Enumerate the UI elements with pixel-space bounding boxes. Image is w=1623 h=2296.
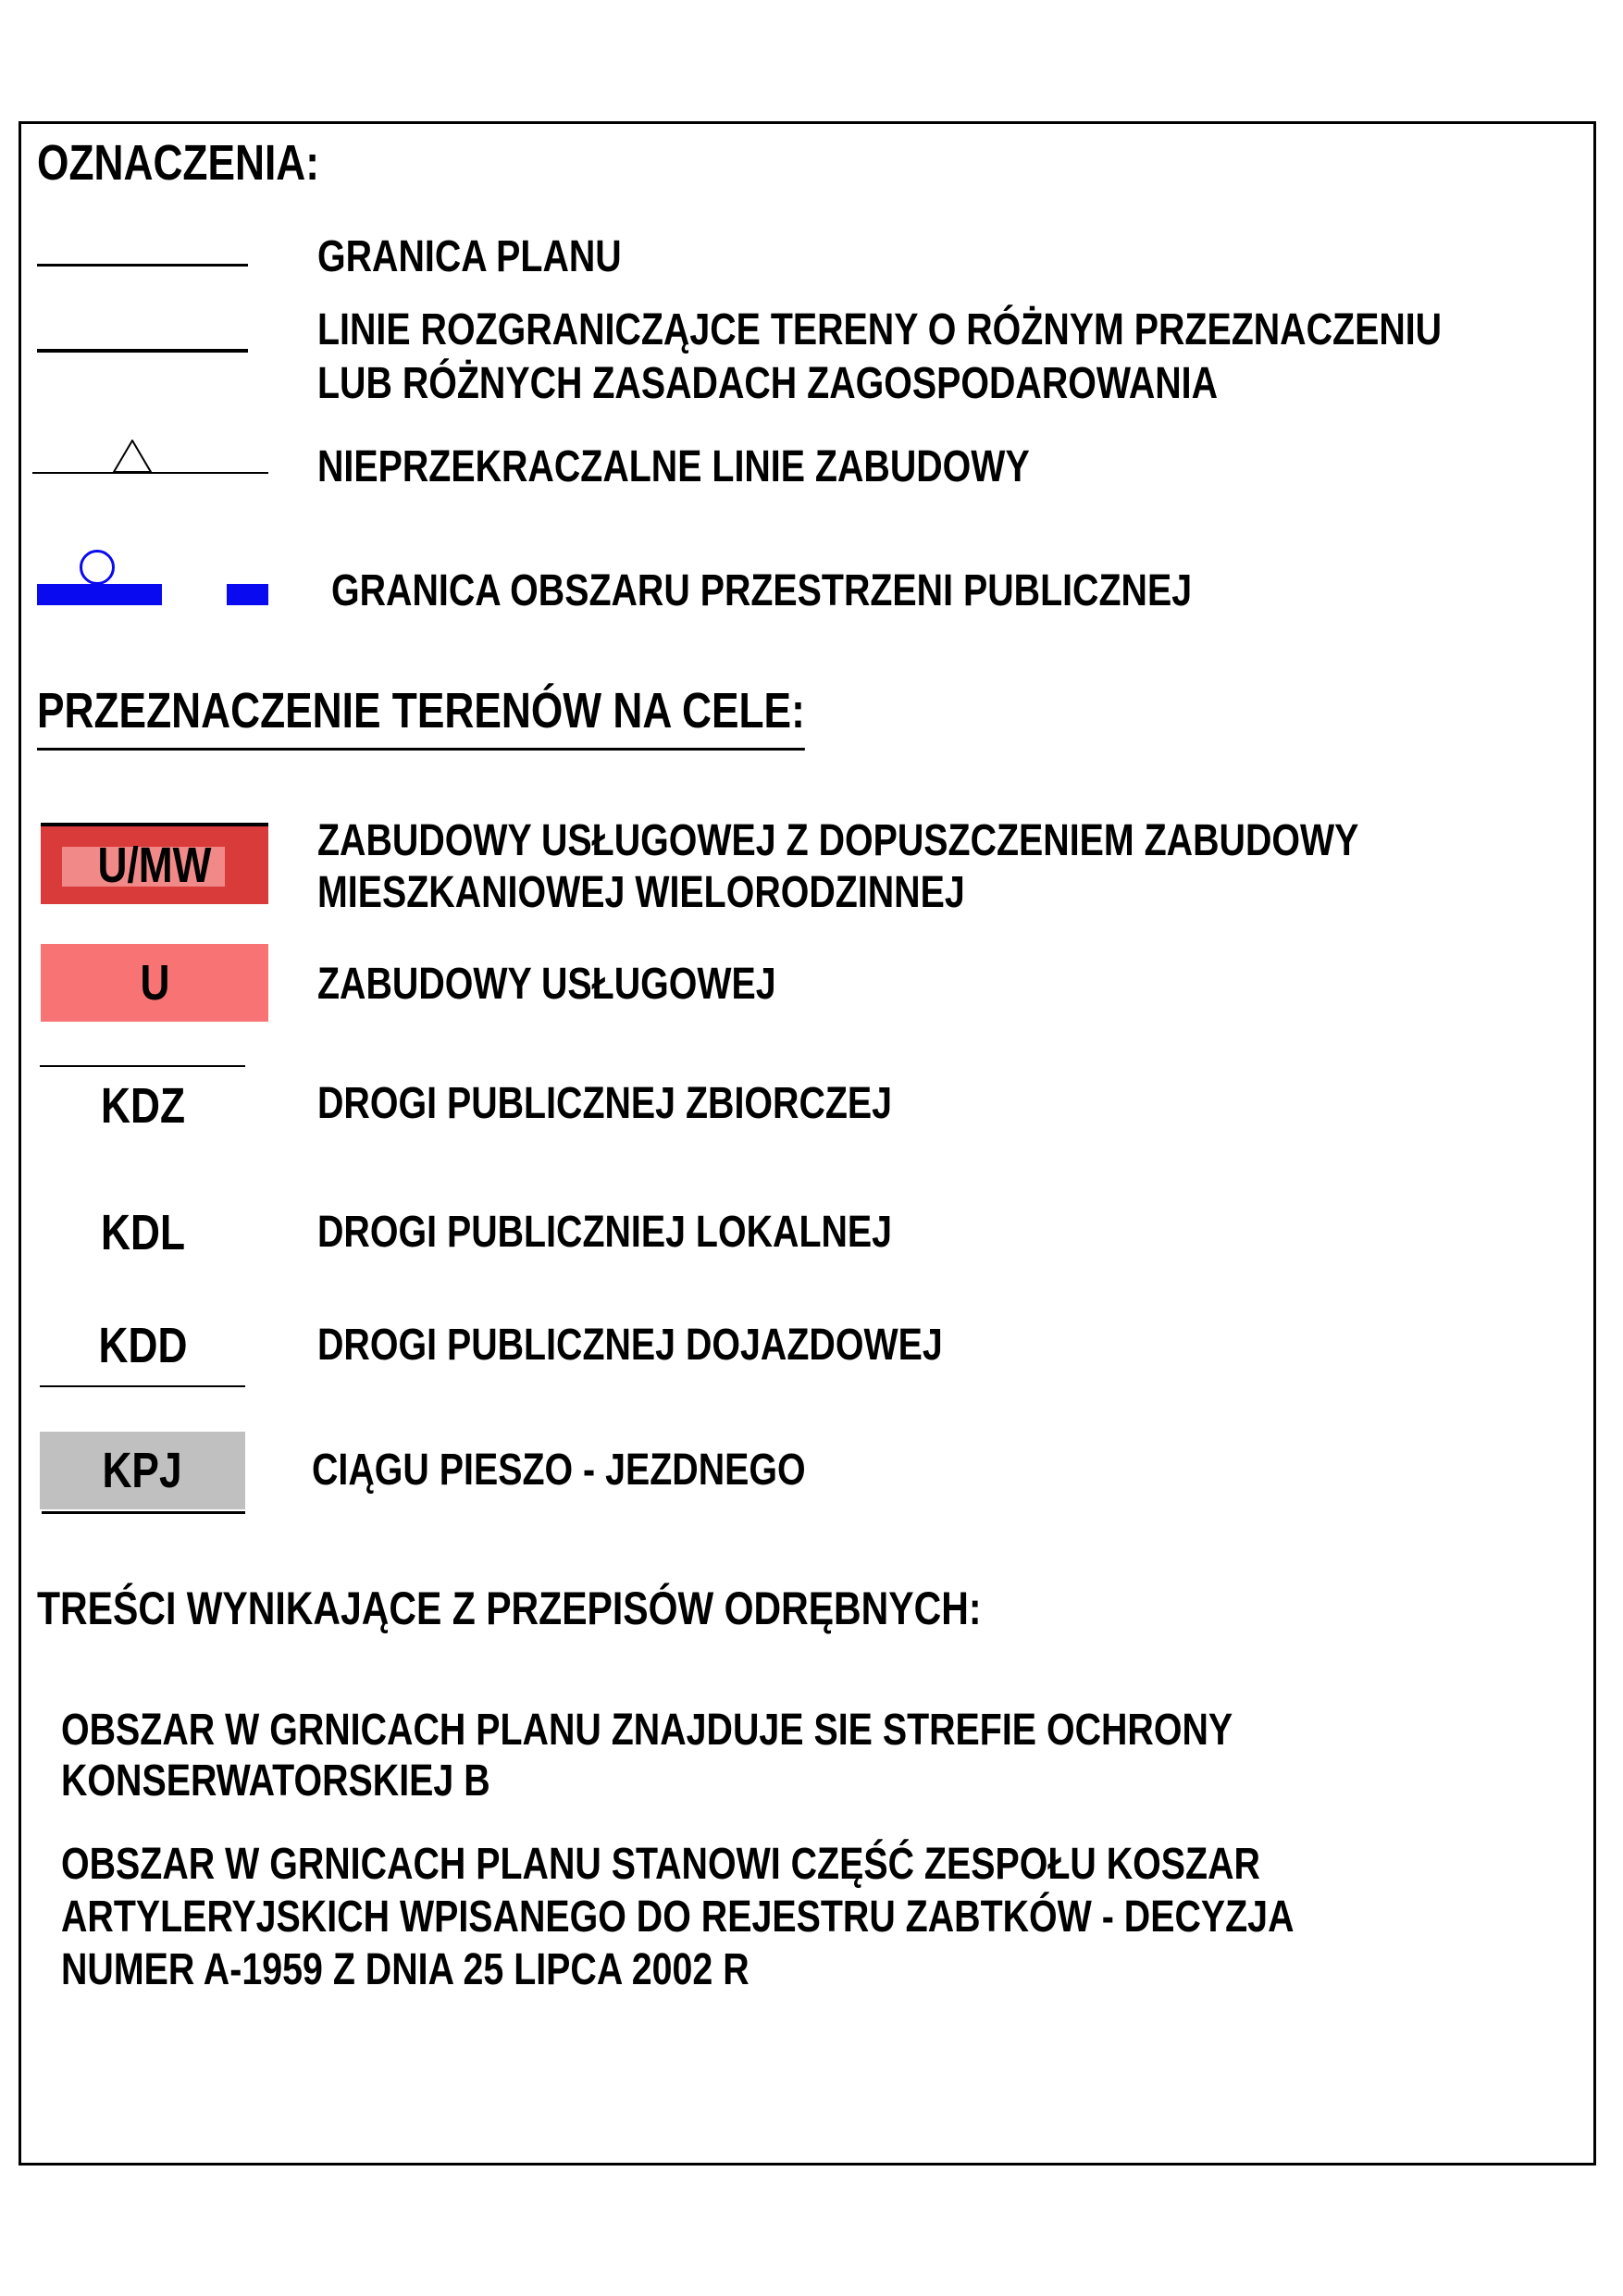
legend-label-kpj xyxy=(312,1445,914,1496)
legend-label-kdz xyxy=(317,1078,1018,1130)
zone-code-kpj: KPJ xyxy=(102,1443,183,1498)
kdd-bottom-line xyxy=(40,1385,245,1387)
zone-code-umw: U/MW xyxy=(97,838,212,893)
legend-label-text: GRANICA OBSZARU PRZESTRZENI PUBLICZNEJ xyxy=(331,566,1193,615)
section-title-tresci xyxy=(37,1581,1189,1636)
section-title-przeznaczenie xyxy=(37,683,973,751)
legend-label-text: LUB RÓŻNYCH ZASADACH ZAGOSPODAROWANIA xyxy=(317,359,1219,408)
legend-label-text: DROGI PUBLICZNIEJ LOKALNEJ xyxy=(317,1208,893,1257)
symbol-box-kdz xyxy=(40,1078,245,1134)
legend-label-text: GRANICA PLANU xyxy=(317,232,622,281)
legend-label-nieprzekraczalne xyxy=(317,441,1186,493)
paragraph-line: OBSZAR W GRNICACH PLANU STANOWI CZĘŚĆ ZESPOŁU KOSZAR xyxy=(61,1840,1260,1889)
symbol-box-u xyxy=(41,944,268,1022)
section-title-przeznaczenie-text: PRZEZNACZENIE TERENÓW NA CELE: xyxy=(37,683,805,751)
kdz-top-line xyxy=(40,1065,245,1067)
building-limit-triangle-icon xyxy=(112,440,153,473)
legend-label-linie-rozgraniczajace xyxy=(317,304,1623,411)
public-space-circle-icon xyxy=(80,550,115,585)
legend-label-granica-planu xyxy=(317,231,688,283)
zone-code-kdz: KDZ xyxy=(100,1078,185,1134)
legend-label-kdl xyxy=(317,1207,1018,1259)
paragraph-line: OBSZAR W GRNICACH PLANU ZNAJDUJE SIE STREFIE OCHRONY xyxy=(61,1706,1233,1755)
legend-label-granica-obszaru xyxy=(331,565,1381,617)
legend-label-text: ZABUDOWY USŁUGOWEJ xyxy=(317,960,776,1009)
legend-label-kdd xyxy=(317,1320,1080,1371)
symbol-box-kpj xyxy=(40,1432,245,1509)
legend-label-text: LINIE ROZGRANICZĄJCE TERENY O RÓŻNYM PRZEZNACZENIU xyxy=(317,305,1443,354)
legend-label-text: NIEPRZEKRACZALNE LINIE ZABUDOWY xyxy=(317,442,1030,491)
paragraph-line: NUMER A-1959 Z DNIA 25 LIPCA 2002 R xyxy=(61,1945,750,1994)
legend-label-text: CIĄGU PIESZO - JEZDNEGO xyxy=(312,1446,806,1495)
symbol-box-kdd xyxy=(40,1318,245,1373)
paragraph-line: KONSERWATORSKIEJ B xyxy=(61,1756,490,1806)
section-title-oznaczenia xyxy=(37,135,381,191)
symbol-box-kdl xyxy=(40,1205,245,1260)
paragraph-konserwatorska xyxy=(61,1705,1490,1806)
legend-label-text: DROGI PUBLICZNEJ ZBIORCZEJ xyxy=(317,1079,893,1128)
legend-label-text: MIESZKANIOWEJ WIELORODZINNEJ xyxy=(317,868,965,917)
public-space-dash-short xyxy=(227,584,268,605)
plan-boundary-line-symbol xyxy=(37,264,248,267)
legend-label-umw xyxy=(317,815,1587,919)
legend-label-text: ZABUDOWY USŁUGOWEJ Z DOPUSZCZENIEM ZABUDOWY xyxy=(317,816,1359,865)
kpj-bottom-line xyxy=(42,1511,245,1514)
symbol-box-umw xyxy=(41,823,268,904)
paragraph-line: ARTYLERYJSKICH WPISANEGO DO REJESTRU ZABTKÓW - DECYZJA xyxy=(61,1893,1295,1942)
zone-code-u: U xyxy=(140,955,169,1011)
legend-label-text: DROGI PUBLICZNEJ DOJAZDOWEJ xyxy=(317,1321,943,1370)
public-space-dash-long xyxy=(37,584,162,605)
section-title-oznaczenia-text: OZNACZENIA: xyxy=(37,135,320,191)
zoning-dividing-line-symbol xyxy=(37,349,248,353)
section-title-tresci-text: TREŚCI WYNIKAJĄCE Z PRZEPISÓW ODRĘBNYCH: xyxy=(37,1582,982,1634)
zone-code-kdl: KDL xyxy=(100,1205,185,1260)
legend-label-u xyxy=(317,959,876,1011)
paragraph-rejestr-zabytkow xyxy=(61,1838,1565,1996)
zone-code-kdd: KDD xyxy=(98,1318,187,1373)
